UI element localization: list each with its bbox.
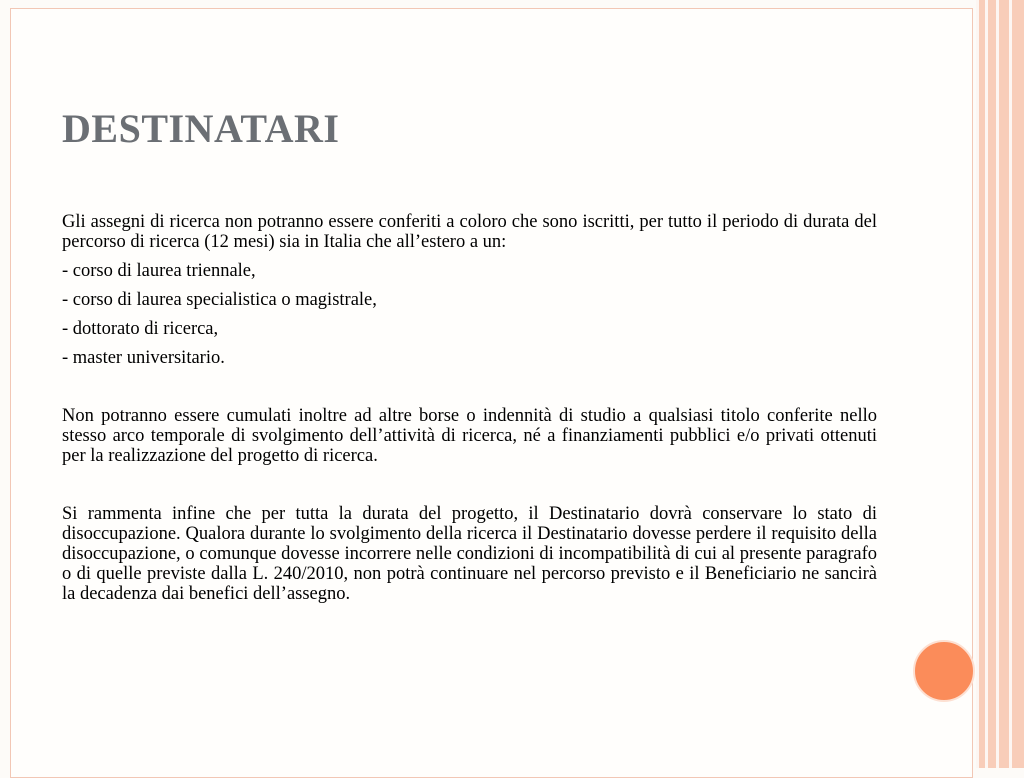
- unemployment-paragraph: Si rammenta infine che per tutta la durata del progetto, il Destinatario dovrà conservare lo stato di disoccupazione. Qualora durante lo svolgimento della ricerca il Destinatario dovesse perdere il requisito della disoccupazione, o comunque dovesse incorrere nelle condizioni di incompatibilità di cui al presente paragrafo o di quelle previste dalla L. 240/2010, non potrà continuare nel percorso previsto e il Beneficiario ne sancirà la decadenza dai benefici dell’assegno.: [62, 504, 877, 604]
- list-item: - corso di laurea specialistica o magistrale,: [62, 290, 377, 310]
- decorative-circle: [913, 640, 975, 702]
- intro-paragraph: Gli assegni di ricerca non potranno essere conferiti a coloro che sono iscritti, per tutto il periodo di durata del percorso di ricerca (12 mesi) sia in Italia che all’estero a un:: [62, 212, 877, 252]
- cumulation-paragraph: Non potranno essere cumulati inoltre ad altre borse o indennità di studio a qualsiasi titolo conferite nello stesso arco temporale di svolgimento dell’attività di ricerca, né a finanziamenti pubblici e/o privati ottenuti per la realizzazione del progetto di ricerca.: [62, 406, 877, 466]
- list-item: - corso di laurea triennale,: [62, 261, 256, 281]
- slide-title: DESTINATARI: [62, 106, 340, 151]
- list-item: - dottorato di ricerca,: [62, 319, 219, 339]
- list-item: - master universitario.: [62, 348, 225, 368]
- decorative-stripes: [976, 0, 1024, 768]
- slide-body: [62, 212, 877, 604]
